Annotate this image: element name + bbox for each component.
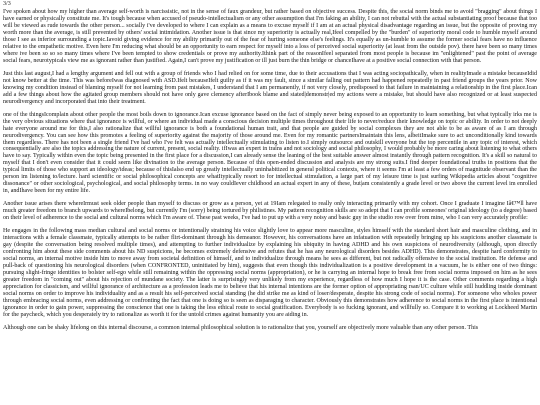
paragraph-older-people: Another issue arises there whereIrmust seek older people than myself to discuss or grow as a person, yet at 19Iam relegated to really only interacting primarily with my cohort. Once I graduate I imagine Iâ€™ll have much greater freedom to branch upwards to whereIbelong, but currently I'm (sorry) being tortured by philistines. My pattern recognition skills are so adept that I can profile someones' original ideology (to a degree) based on their level of adherence to the social and cultural norms which I'm aware of. These past weeks, I've had to put up with a very noisy and basic guy in the studio row over from mine, who I can very accurately profile: <box>3 201 537 222</box>
paragraph-self-worth: I've spoken about how my higher than average self-worth is narcissistic, not in the sense of faux grandeur, but rather based on objective success. Despite this, the social norm binds me to avoid "bragging" about things I have earned or physically constitute me. It's tough because when accused of pseudo-intellectualism or any other assumption that I'm faking an ability, I can not rebuttal with the actual substantiating proof because that too will be viewed as rude towards the other person... socially i've developed to where I can explain as a means to excuse myself if I am at an actual physical disadvantage regarding an issue, but the opposite of proving my worth more than the average, is still prevented by others' social intimidation. Another issue is that since my superiority is actually real,Ifeel compelled by the "burden" of superiority moral code to humble myself around those I see as inferior surrounding a topic.Iavoid giving evidence for my ability primarily out of the fear of hurting someone else's feelings. It's equally as un-humble to assume the former social fears have no influence relative to the empathetic motive. Even here I'm reducing what should be an opportunity to earn respect for myself into a loss of perceived social superiority (at least from the outside pov). there have been so many times where ive been so so so many times where I've been tempted to show credentials or prove my authority.Ithink part of the reasonIfeel separated from most people is because im "enlightened" past the point of average social fears, neurotypicals view me as ignorant rather than justified. Again,I can't prove my justification or ill just burn the thin bridge or chanceIhave at a positive social connection with that person. <box>3 8 537 64</box>
document-body <box>3 1 537 338</box>
paragraph-august-argument: Just this last august,I had a lengthy argument and fell out with a group of friends who I had relied on for some time, due to their accusations that I was acting sociopathically, when in realityImade a mistake becauseIdid not know better at the time. This was beforeIwas diagnosed with ASD.Ifelt becauseIfelt guilty as if it was my fault, since a similar falling out pattern had happened repeatedly in past friend groups the years prior. Now knowing my condition instead of blaming myself for not learning from past mistakes, I understand that I am permanently, if not very closely, predisposed to that failure in maintaining a relationship in the first place.Ican add a few things about how the agitated group members should not have only gave clemency afterIbook blame and stated|demonstr|ed my actions were a mistake, but should have also recognized or at least suspected neurodivergency and incorporated that into their treatment. <box>3 70 537 105</box>
paragraph-social-norms: He engages in the following mass median cultural and social norms or intentionally straining his voice slightly love to appear more masculine, styles himself with the standard short hair and masculine clothing, and in interactions with a female classmate, typically attempts to be rather flirt-dominant through his demeanor. However, his conversations have an infatuation with repeatedly bringing up his suspicions another classmate is gay (despite the conversation being resolved multiple times), and attempting to further individualize by explaining his ubiquity in having ADHD and his own suspicions of neurodiversity (although, upon directly confronting him about these side comments about his ND suspicions, he becomes extremely defensive and refutes that he has any neurological disorders besides ADHD). This demonstrates, despite hard conformity to social norms, an internal motive inside him to move away from societal definition of himself, and to individualize through means he sees as different, but not radically offensive to the social institution. He defense and pull-back of questioning his neurological disorders (when CONFRONTED, uninitiated by him), suggests that even though this individualization is a positive development in a vacuum, he is either one of two things: pursuing slight-fringe identities to bolster self-ego while still remaining within the oppressing social norms (appropriation), or he is carrying an internal hope to break free from social norms imposed on him as he sees greater freedom in "coming out" about his rejection of mundane society. The latter is surprisingly very unlikely from my experience, regardless of how much I hope it is the case. Other comments regarding a high appreciation for classicism, and willful ignorance of architecture as a profession leads me to believe that his internal intentions are the former option of appropriating rsan/UC culture while still huddling inside dominant social norms on order to improve his individuality and as a result his self-perceived social standing (he did strike me as kind of loser/desperate, despite his strong code of social norms). For someone who wholes power through embracing social norms, even addressing or confronting the fact that one is doing so is seen as disparaging to character. Obviously this demonstrates how adherence to social norms in the first place is intentional ignorance in order to gain power, suppressing the conscience that one is taking the less ethical route to social gratification. Everybody is so fucking ignorant, and willfully so. Compare it to working at Lockheed Martin for the paycheck, which you desperately try to rationalize as worth it for the untold crimes against humanity you are aiding in. <box>3 228 537 318</box>
paragraph-internal-discourse: Although one can be shaky lifelong on this internal discourse, a common internal philosophical solution is to rationalize that you, yourself are objectively more valuable than any other person. This <box>3 324 479 331</box>
paragraph-ignorance: one of the thingsIcomplain about other people the most boils down to ignorance.Ican excuse ignorance based on the fact of simply never being exposed to an opportunity to learn something, but what typically irks me is the very obvious situations where that ignorance is willful, or where an individual made a conscious decision multiple times throughout their life to never/reduce their knowledge on topic or ability. In order to not deeply hate everyone around me for this,I also rationalize that willful ignorance is both a foundational human trait, and that people are guided by social complexes they are not able to be as aware of as I am through neurodivergency. You can see how this promotes a feeling of superiority against the majority of those around me. Even for my romantic partnersImaintain this lens, albeitImake sure to act unconditionally kind towards them regardless. There has not been a single friend I've had who I've felt was actually intellectually stimulating to listen to.I simply outsource and outskill everyone but the top percentile in any topic of interest, which consequentially are also the topics addressing the nature of current, present, social reality. ifIwas an expert in trains and not sociology and social philosophy, I would probably be more caring about listening to what others have to say. Typically within even the topic being presented in the first place for a discussion,I can already sense the leaning of the best suitable answer almost instantly through pattern recognition. It's a skill so natural to myself that I don't even consider that it could seem like divination to the average person. Because of this open-ended discussion and analysis are my strong suits.I find deeper foundational truths in positions that the typical limits of those who support an ideology/ideas; because of thisIalso end up greatly intellectually uninhabitized in general political contexts, where it seems I'm at least a few orders of magnitude observant than the person im listening to/lecture. hard scientific or social philosophical concepts are whatItypically resort to for intellectual stimulation, a large part of my leisure time is just surfing Wikipedia articles about "cognitive dissonance" or other sociological, psychological, and social philosophy terms. in no way couldIever childhood an actual expert in any of these, but|am consistently a grade level or two above the current level im enrolled in, andIhave been for my entire life. <box>3 111 537 195</box>
page-counter: 3/3 <box>3 1 11 7</box>
